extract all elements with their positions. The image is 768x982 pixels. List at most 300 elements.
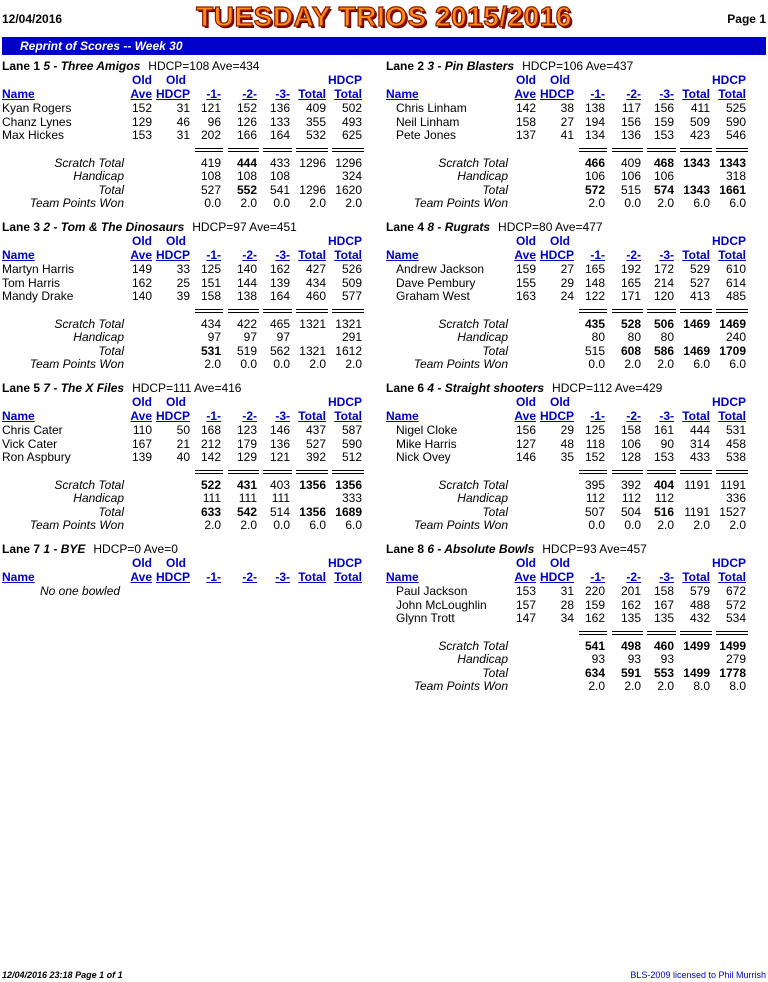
player-hdcp-total: 458 [725,436,746,451]
player-game3: 153 [653,450,674,464]
player-game2: 179 [236,436,257,451]
points-total: 2.0 [309,357,326,371]
handicap-game2: 106 [620,169,641,183]
total-game3: 514 [269,505,290,519]
handicap-game3: 106 [653,169,674,183]
player-game1: 125 [584,423,605,437]
player-average: 110 [132,423,152,437]
player-game3: 164 [269,128,290,142]
scratch-game3: 404 [653,478,674,492]
player-game1: 152 [584,450,605,464]
player-hdcp-total: 614 [725,275,746,290]
total-total: 1469 [683,344,710,358]
col-old-hdcp-top: Old [550,73,570,87]
total-game1: 515 [584,344,605,358]
player-total: 579 [689,584,710,598]
total-game2: 542 [236,505,257,519]
scratch-total: 1296 [299,156,326,170]
player-total: 409 [305,101,326,115]
col-game2-header: -2- [626,409,641,423]
scratch-label: Scratch Total [54,156,124,170]
points-game3: 0.0 [273,357,290,371]
scratch-label: Scratch Total [54,478,124,492]
player-hdcp-total: 672 [725,584,746,598]
lane-heading [386,59,633,73]
lane-number: Lane 7 [2,542,41,556]
scratch-total: 1191 [684,478,710,492]
scratch-game3: 433 [269,156,290,170]
col-hdcp-header: HDCP [155,87,190,101]
points-hdcp-total: 6.0 [345,518,362,532]
col-total-header: Total [298,87,326,101]
player-name: Ron Aspbury [2,450,71,464]
player-handicap: 21 [176,436,190,451]
scratch-game2: 422 [236,317,257,331]
player-game1: 212 [200,436,221,451]
scratch-game2: 431 [236,478,257,492]
double-rule [680,309,712,313]
player-name: Glynn Trott [396,611,455,625]
total-game2: 504 [620,505,641,519]
points-game2: 2.0 [240,196,257,210]
player-handicap: 29 [560,275,574,290]
player-average: 167 [131,436,152,451]
col-old-ave-top: Old [516,234,536,248]
total-total: 1343 [683,183,710,197]
double-rule [195,148,223,152]
col-name-header: Name [386,570,419,584]
total-game1: 507 [584,505,605,519]
col-name-header: Name [386,87,419,101]
points-total: 2.0 [309,196,326,210]
col-old-ave-top: Old [132,556,152,570]
col-game3-header: -3- [275,570,290,584]
player-average: 152 [131,101,152,115]
col-old-hdcp-top: Old [166,73,186,87]
total-game1: 527 [200,183,221,197]
handicap-game1: 112 [585,491,605,505]
scratch-game1: 435 [584,317,605,331]
double-rule [612,631,643,635]
handicap-hdcp-total: 336 [725,491,746,505]
total-game1: 572 [584,183,605,197]
player-game2: 136 [620,128,641,142]
player-total: 488 [689,597,710,612]
col-old-hdcp-top: Old [166,556,186,570]
total-total: 1499 [683,666,710,680]
player-game1: 118 [585,436,605,451]
double-rule [612,470,643,474]
report-date: 12/04/2016 [2,12,63,26]
total-label: Total [98,183,124,197]
col-hdcp-total-header: Total [718,409,746,423]
player-hdcp-total: 485 [725,289,746,303]
total-game2: 552 [236,183,257,197]
handicap-hdcp-total: 291 [341,330,362,344]
scratch-game2: 444 [236,156,257,170]
scratch-label: Scratch Total [438,639,508,653]
handicap-label: Handicap [73,491,124,505]
player-handicap: 39 [176,289,190,303]
double-rule [332,470,364,474]
scratch-label: Scratch Total [54,317,124,331]
col-name-header: Name [2,248,35,262]
total-game1: 634 [584,666,605,680]
double-rule [263,470,292,474]
team-name: 6 - Absolute Bowls [427,542,535,556]
double-rule [579,631,607,635]
col-ave-header: Ave [130,248,152,262]
points-game1: 2.0 [588,679,605,693]
handicap-game3: 93 [660,652,674,666]
player-game3: 153 [653,128,674,142]
col-hdcp-header: HDCP [539,570,574,584]
lane-block [386,381,768,541]
player-total: 509 [689,114,710,129]
col-total-header: Total [298,409,326,423]
player-game3: 158 [653,584,674,598]
points-label: Team Points Won [413,196,508,210]
col-game1-header: -1- [206,87,221,101]
player-average: 158 [515,114,536,129]
col-name-header: Name [386,409,419,423]
player-handicap: 31 [176,101,190,115]
handicap-game3: 108 [269,169,290,183]
handicap-label: Handicap [73,169,124,183]
player-game2: 138 [236,289,257,303]
points-game1: 0.0 [588,518,605,532]
col-game3-header: -3- [659,409,674,423]
player-game2: 106 [620,436,641,451]
total-hdcp-total: 1689 [335,505,362,519]
total-total: 1321 [299,344,326,358]
player-hdcp-total: 590 [725,114,746,129]
player-name: Mike Harris [396,436,457,451]
lane-heading [2,59,259,73]
col-total-header: Total [682,570,710,584]
team-name: 7 - The X Files [43,381,125,395]
player-name: Nigel Cloke [396,423,458,437]
points-game1: 2.0 [588,196,605,210]
total-game2: 519 [236,344,257,358]
player-game1: 158 [200,289,221,303]
player-game1: 165 [584,262,605,276]
col-hdcp-total-header: Total [334,409,362,423]
col-old-hdcp-top: Old [550,395,570,409]
col-game1-header: -1- [590,87,605,101]
double-rule [228,148,259,152]
lane-heading [2,220,297,234]
scratch-game1: 522 [200,478,221,492]
col-old-hdcp-top: Old [550,234,570,248]
col-game3-header: -3- [659,570,674,584]
lane-block [386,59,768,219]
scratch-total: 1356 [299,478,326,492]
col-game3-header: -3- [275,409,290,423]
handicap-game3: 97 [276,330,290,344]
total-game1: 531 [200,344,221,358]
double-rule [332,309,364,313]
player-game1: 148 [584,275,605,290]
handicap-game1: 108 [200,169,221,183]
handicap-hdcp-total: 240 [725,330,746,344]
scratch-game2: 409 [620,156,641,170]
player-game3: 136 [269,101,290,115]
scratch-total: 1321 [299,317,326,331]
player-handicap: 27 [560,262,574,276]
player-game2: 117 [621,101,641,115]
lane-block [2,381,384,541]
total-total: 1296 [299,183,326,197]
col-hdcp-total-top: HDCP [711,234,746,248]
handicap-hdcp-total: 333 [341,491,362,505]
points-total: 6.0 [693,357,710,371]
player-total: 392 [305,450,326,464]
player-average: 153 [515,584,536,598]
player-name: Kyan Rogers [2,101,72,115]
scratch-game2: 528 [620,317,641,331]
player-hdcp-total: 546 [725,128,746,142]
scratch-total: 1343 [683,156,710,170]
scratch-game3: 506 [653,317,674,331]
player-game2: 128 [620,450,641,464]
handicap-game1: 97 [207,330,221,344]
col-game2-header: -2- [626,248,641,262]
points-label: Team Points Won [29,518,124,532]
player-handicap: 50 [176,423,190,437]
total-game2: 591 [620,666,641,680]
handicap-game2: 112 [621,491,641,505]
player-game3: 159 [653,114,674,129]
player-total: 527 [305,436,326,451]
total-game3: 553 [653,666,674,680]
handicap-label: Handicap [73,330,124,344]
col-game2-header: -2- [242,570,257,584]
scratch-hdcp-total: 1321 [335,317,362,331]
report-title: TUESDAY TRIOS 2015/2016 [196,1,572,32]
player-total: 460 [305,289,326,303]
col-old-hdcp-top: Old [550,556,570,570]
col-old-ave-top: Old [132,73,152,87]
player-game3: 162 [269,262,290,276]
player-hdcp-total: 534 [725,611,746,625]
col-old-ave-top: Old [132,234,152,248]
double-rule [579,148,607,152]
total-game3: 574 [653,183,674,197]
col-game3-header: -3- [659,87,674,101]
col-hdcp-total-top: HDCP [711,556,746,570]
player-total: 432 [689,611,710,625]
player-average: 147 [515,611,536,625]
points-game1: 2.0 [204,518,221,532]
player-average: 129 [131,114,152,129]
player-name: Chris Cater [2,423,63,437]
player-handicap: 31 [176,128,190,142]
handicap-label: Handicap [457,169,508,183]
double-rule [680,470,712,474]
no-bowlers-note: No one bowled [40,584,121,598]
scratch-label: Scratch Total [438,156,508,170]
total-label: Total [98,344,124,358]
points-hdcp-total: 2.0 [729,518,746,532]
player-game3: 139 [269,275,290,290]
col-old-hdcp-top: Old [166,395,186,409]
double-rule [680,631,712,635]
player-hdcp-total: 572 [725,597,746,612]
scratch-game1: 419 [200,156,221,170]
total-game3: 516 [653,505,674,519]
player-game2: 166 [236,128,257,142]
handicap-game3: 111 [271,491,290,505]
double-rule [195,309,223,313]
double-rule [716,309,748,313]
col-total-header: Total [682,409,710,423]
col-hdcp-total-header: Total [334,87,362,101]
player-average: 142 [515,101,536,115]
handicap-game2: 93 [627,652,641,666]
points-game1: 0.0 [588,357,605,371]
player-handicap: 24 [560,289,574,303]
scratch-hdcp-total: 1296 [335,156,362,170]
double-rule [263,148,292,152]
lane-block [2,542,384,702]
col-hdcp-total-header: Total [334,248,362,262]
player-game2: 165 [620,275,641,290]
total-game3: 541 [269,183,290,197]
double-rule [296,470,328,474]
player-name: John McLoughlin [396,597,487,612]
col-game1-header: -1- [590,248,605,262]
col-game1-header: -1- [206,248,221,262]
player-game3: 167 [653,597,674,612]
col-ave-header: Ave [514,409,536,423]
points-game2: 2.0 [240,518,257,532]
player-total: 532 [305,128,326,142]
player-hdcp-total: 610 [725,262,746,276]
double-rule [647,309,676,313]
player-game3: 121 [269,450,290,464]
player-name: Paul Jackson [396,584,468,598]
double-rule [647,148,676,152]
player-game1: 96 [207,114,221,129]
player-total: 427 [305,262,326,276]
col-hdcp-total-top: HDCP [327,395,362,409]
col-old-ave-top: Old [132,395,152,409]
double-rule [263,309,292,313]
player-handicap: 38 [560,101,574,115]
points-label: Team Points Won [29,196,124,210]
player-hdcp-total: 512 [341,450,362,464]
total-hdcp-total: 1620 [335,183,362,197]
scratch-game2: 392 [620,478,641,492]
player-game3: 214 [653,275,674,290]
total-game3: 562 [269,344,290,358]
player-game2: 129 [236,450,257,464]
total-game2: 515 [620,183,641,197]
lane-block [386,542,768,702]
player-game1: 142 [200,450,221,464]
col-hdcp-header: HDCP [539,87,574,101]
handicap-label: Handicap [457,652,508,666]
col-ave-header: Ave [130,87,152,101]
scratch-total: 1469 [683,317,710,331]
scratch-game1: 395 [584,478,605,492]
handicap-game1: 106 [584,169,605,183]
team-stats: HDCP=108 Ave=434 [148,59,260,73]
col-name-header: Name [2,87,35,101]
points-game2: 0.0 [624,518,641,532]
points-game3: 0.0 [273,518,290,532]
col-name-header: Name [386,248,419,262]
col-ave-header: Ave [514,87,536,101]
player-game2: 126 [236,114,257,129]
player-name: Graham West [396,289,470,303]
handicap-label: Handicap [457,330,508,344]
player-hdcp-total: 493 [341,114,362,129]
points-game3: 0.0 [273,196,290,210]
report-header [0,0,768,36]
player-game1: 138 [584,101,605,115]
points-label: Team Points Won [413,518,508,532]
player-average: 162 [131,275,152,290]
lane-number: Lane 4 [386,220,425,234]
col-hdcp-total-header: Total [718,248,746,262]
player-handicap: 40 [176,450,190,464]
player-name: Chanz Lynes [2,114,72,129]
player-hdcp-total: 538 [725,450,746,464]
handicap-game1: 80 [591,330,605,344]
double-rule [579,470,607,474]
lane-heading [386,220,603,234]
handicap-game1: 93 [591,652,605,666]
player-hdcp-total: 625 [341,128,362,142]
col-game2-header: -2- [242,248,257,262]
player-name: Andrew Jackson [396,262,485,276]
player-game2: 201 [620,584,641,598]
player-game2: 192 [620,262,641,276]
player-game1: 121 [200,101,221,115]
total-total: 1191 [684,505,710,519]
handicap-game2: 111 [238,491,257,505]
player-game3: 172 [653,262,674,276]
handicap-hdcp-total: 318 [725,169,746,183]
col-total-header: Total [682,248,710,262]
player-name: Mandy Drake [2,289,74,303]
lane-number: Lane 2 [386,59,425,73]
player-average: 139 [131,450,152,464]
player-name: Tom Harris [2,275,61,290]
week-banner: Reprint of Scores -- Week 30 [2,37,766,55]
scratch-game1: 466 [584,156,605,170]
player-average: 159 [515,262,536,276]
player-hdcp-total: 502 [341,101,362,115]
col-ave-header: Ave [514,570,536,584]
team-name: 3 - Pin Blasters [427,59,515,73]
player-name: Martyn Harris [2,262,75,276]
scratch-game3: 403 [269,478,290,492]
lane-number: Lane 3 [2,220,41,234]
handicap-hdcp-total: 324 [341,169,362,183]
scratch-hdcp-total: 1469 [719,317,746,331]
total-game2: 608 [620,344,641,358]
player-name: Vick Cater [2,436,58,451]
player-game2: 156 [620,114,641,129]
scratch-hdcp-total: 1343 [719,156,746,170]
player-hdcp-total: 531 [725,423,746,437]
total-game1: 633 [200,505,221,519]
handicap-game3: 112 [654,491,674,505]
handicap-game3: 80 [660,330,674,344]
